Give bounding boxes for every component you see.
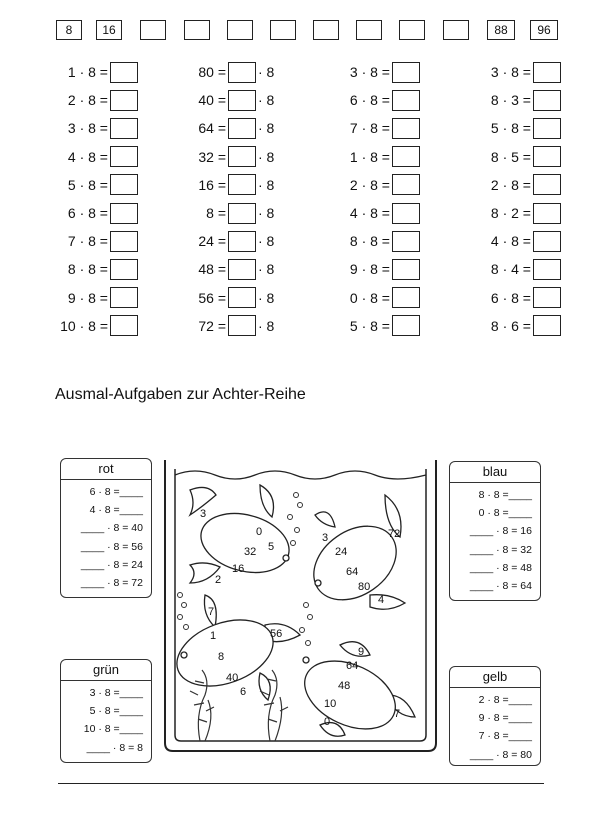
card-blau-item: 8 · 8 =____: [478, 489, 532, 501]
problem-left: 16 =: [198, 176, 226, 193]
problem-row: [192, 258, 274, 280]
answer-box[interactable]: [228, 62, 256, 83]
sequence-box-4[interactable]: [227, 20, 253, 40]
answer-box[interactable]: [110, 259, 138, 280]
problem-left: 8 =: [206, 205, 226, 221]
fish3-num-0: 7: [208, 606, 215, 618]
problem-row: [481, 174, 563, 196]
problem-row: [340, 89, 422, 111]
answer-box[interactable]: [533, 174, 561, 195]
problem-right: · 8: [258, 148, 275, 165]
answer-box[interactable]: [110, 90, 138, 111]
answer-box[interactable]: [110, 315, 138, 336]
card-blau-item: ____ · 8 = 16: [469, 525, 532, 538]
card-rot-item: 4 · 8 =____: [89, 504, 143, 517]
fish-1: [190, 485, 296, 586]
card-gruen: [60, 659, 152, 763]
problem-text: 7 · 8 =: [349, 120, 390, 137]
card-gruen-item: 3 · 8 =____: [89, 687, 143, 699]
sequence-box-5[interactable]: [270, 20, 296, 40]
card-blau: [449, 461, 541, 601]
card-blau-title: blau: [450, 462, 540, 483]
problem-row: [192, 61, 274, 83]
fish1-num-4: 16: [232, 563, 245, 575]
problem-text: 5 · 8 =: [490, 120, 531, 137]
answer-box[interactable]: [392, 174, 420, 195]
problem-text: 10 · 8 =: [60, 317, 108, 334]
problem-text: 8 · 5 =: [490, 148, 531, 165]
problem-row: [481, 89, 563, 111]
sequence-box-6[interactable]: [313, 20, 339, 40]
fish4-num-2: 48: [338, 680, 351, 692]
answer-box[interactable]: [533, 259, 561, 280]
footer-rule: [58, 783, 544, 784]
fish3-num-5: 56: [270, 628, 283, 640]
problem-text: 2 · 8 =: [67, 92, 108, 109]
problem-row: [192, 230, 274, 252]
fish1-num-1: 5: [268, 541, 275, 553]
answer-box[interactable]: [392, 259, 420, 280]
problem-left: 72 =: [198, 317, 226, 334]
problem-text: 7 · 8 =: [67, 233, 108, 250]
answer-box[interactable]: [392, 118, 420, 139]
problem-text: 1 · 8 =: [349, 148, 390, 165]
fish-3: [168, 595, 300, 700]
problem-row: [192, 89, 274, 111]
problem-text: 2 · 8 =: [490, 176, 531, 193]
card-blau-item: ____ · 8 = 48: [469, 561, 532, 574]
fish1-num-2: 0: [256, 526, 263, 538]
problem-text: 8 · 8 =: [67, 261, 108, 278]
problem-text: 1 · 8 =: [67, 64, 108, 80]
problem-row: [58, 174, 140, 196]
problem-right: · 8: [258, 317, 275, 334]
card-gelb-item: 2 · 8 =____: [478, 694, 532, 706]
problem-text: 6 · 8 =: [67, 205, 108, 221]
problem-row: [481, 258, 563, 280]
answer-box[interactable]: [228, 259, 256, 280]
problem-text: 8 · 8 =: [349, 233, 390, 250]
fish4-num-4: 0: [324, 716, 331, 728]
problem-text: 4 · 8 =: [490, 233, 531, 250]
problem-row: [340, 315, 422, 337]
fish1-num-3: 32: [244, 546, 257, 558]
card-gruen-item: 10 · 8 =____: [83, 723, 143, 736]
problem-left: 32 =: [198, 148, 226, 165]
sequence-box-2[interactable]: [140, 20, 166, 40]
problem-text: 5 · 8 =: [349, 317, 390, 334]
answer-box[interactable]: [533, 315, 561, 336]
fish4-num-3: 10: [324, 698, 337, 710]
problem-row: [58, 287, 140, 309]
problem-right: · 8: [258, 205, 275, 221]
section-title: Ausmal-Aufgaben zur Achter-Reihe: [55, 386, 306, 403]
answer-box[interactable]: [392, 146, 420, 167]
answer-box[interactable]: [110, 287, 138, 308]
problem-text: 8 · 3 =: [490, 92, 531, 109]
problem-right: · 8: [258, 261, 275, 278]
problem-text: 6 · 8 =: [349, 92, 390, 109]
problem-text: 9 · 8 =: [349, 261, 390, 278]
answer-box[interactable]: [392, 90, 420, 111]
problem-left: 80 =: [198, 64, 226, 80]
fish1-num-5: 2: [215, 574, 222, 586]
card-rot-item: ____ · 8 = 40: [80, 522, 143, 535]
problem-row: [340, 287, 422, 309]
answer-box[interactable]: [392, 315, 420, 336]
problem-text: 4 · 8 =: [349, 205, 390, 221]
problem-row: [481, 202, 563, 224]
problem-text: 3 · 8 =: [349, 64, 390, 80]
sequence-box-10[interactable]: 88: [487, 20, 515, 40]
problem-row: [340, 258, 422, 280]
answer-box[interactable]: [533, 90, 561, 111]
answer-box[interactable]: [228, 90, 256, 111]
fish2-num-0: 3: [322, 532, 329, 544]
problem-row: [192, 117, 274, 139]
answer-box[interactable]: [110, 118, 138, 139]
problem-row: [340, 174, 422, 196]
answer-box[interactable]: [533, 62, 561, 83]
card-gruen-item: 5 · 8 =____: [89, 705, 143, 718]
answer-box[interactable]: [392, 287, 420, 308]
problem-right: · 8: [258, 289, 275, 306]
problem-row: [192, 202, 274, 224]
problem-text: 6 · 8 =: [490, 289, 531, 306]
problem-left: 64 =: [198, 120, 226, 137]
card-gelb: [449, 666, 541, 766]
card-gruen-title: grün: [61, 660, 151, 681]
problem-text: 5 · 8 =: [67, 176, 108, 193]
card-gelb-item: ____ · 8 = 80: [469, 748, 532, 761]
answer-box[interactable]: [533, 231, 561, 252]
problem-text: 8 · 6 =: [490, 317, 531, 334]
card-blau-item: 0 · 8 =____: [478, 507, 532, 520]
answer-box[interactable]: [228, 174, 256, 195]
answer-box[interactable]: [228, 231, 256, 252]
card-rot-item: ____ · 8 = 24: [80, 558, 143, 571]
fish-4: [294, 642, 415, 743]
problem-left: 24 =: [198, 233, 226, 250]
problem-left: 56 =: [198, 289, 226, 306]
problem-right: · 8: [258, 120, 275, 137]
problem-row: [58, 230, 140, 252]
problem-row: [340, 61, 422, 83]
problem-row: [58, 315, 140, 337]
problem-right: · 8: [258, 64, 275, 80]
fish2-num-2: 72: [388, 528, 401, 540]
answer-box[interactable]: [392, 231, 420, 252]
problem-row: [481, 230, 563, 252]
card-gruen-item: ____ · 8 = 8: [86, 741, 143, 754]
answer-box[interactable]: [228, 118, 256, 139]
fish4-num-1: 64: [346, 660, 359, 672]
problem-row: [58, 89, 140, 111]
answer-box[interactable]: [392, 203, 420, 224]
answer-box[interactable]: [110, 231, 138, 252]
card-blau-item: ____ · 8 = 64: [469, 580, 532, 592]
sequence-box-3[interactable]: [184, 20, 210, 40]
problem-row: [192, 174, 274, 196]
answer-box[interactable]: [228, 203, 256, 224]
problem-right: · 8: [258, 233, 275, 250]
problem-text: 2 · 8 =: [349, 176, 390, 193]
water-surface: [175, 471, 426, 479]
problem-row: [340, 202, 422, 224]
sequence-box-11[interactable]: 96: [530, 20, 558, 40]
fish1-num-0: 3: [200, 508, 207, 520]
problem-row: [192, 315, 274, 337]
sequence-box-7[interactable]: [356, 20, 382, 40]
fish4-num-5: 7: [394, 708, 401, 720]
fish2-num-4: 80: [358, 581, 371, 593]
problem-text: 4 · 8 =: [67, 148, 108, 165]
answer-box[interactable]: [533, 287, 561, 308]
fish3-num-1: 1: [210, 630, 217, 642]
card-blau-item: ____ · 8 = 32: [469, 543, 532, 556]
problem-row: [192, 287, 274, 309]
answer-box[interactable]: [228, 315, 256, 336]
problem-text: 3 · 8 =: [490, 64, 531, 80]
problem-left: 48 =: [198, 261, 226, 278]
answer-box[interactable]: [110, 146, 138, 167]
answer-box[interactable]: [228, 146, 256, 167]
problem-text: 9 · 8 =: [67, 289, 108, 306]
card-gelb-item: 7 · 8 =____: [478, 730, 532, 743]
problem-row: [58, 117, 140, 139]
problem-text: 0 · 8 =: [349, 289, 390, 306]
card-rot-item: ____ · 8 = 56: [80, 540, 143, 553]
problem-row: [481, 117, 563, 139]
answer-box[interactable]: [228, 287, 256, 308]
problem-row: [340, 117, 422, 139]
answer-box[interactable]: [533, 146, 561, 167]
fish2-num-1: 24: [335, 546, 348, 558]
card-gelb-title: gelb: [450, 667, 540, 688]
sequence-box-0[interactable]: 8: [56, 20, 82, 40]
problem-row: [481, 287, 563, 309]
answer-box[interactable]: [110, 174, 138, 195]
sequence-box-1[interactable]: 16: [96, 20, 122, 40]
problem-row: [340, 230, 422, 252]
problem-left: 40 =: [198, 92, 226, 109]
answer-box[interactable]: [392, 62, 420, 83]
problem-row: [481, 61, 563, 83]
fish4-num-0: 9: [358, 646, 365, 658]
problem-row: [340, 146, 422, 168]
card-gelb-item: 9 · 8 =____: [478, 712, 532, 725]
problem-right: · 8: [258, 176, 275, 193]
card-rot: [60, 458, 152, 598]
fish3-num-3: 40: [226, 672, 239, 684]
card-rot-title: rot: [61, 459, 151, 480]
problem-row: [58, 258, 140, 280]
problem-row: [481, 146, 563, 168]
problem-right: · 8: [258, 92, 275, 109]
answer-box[interactable]: [533, 203, 561, 224]
problem-text: 8 · 4 =: [490, 261, 531, 278]
problem-text: 8 · 2 =: [490, 205, 531, 221]
aquarium-illustration: [160, 455, 445, 760]
answer-box[interactable]: [110, 62, 138, 83]
problem-row: [58, 146, 140, 168]
fish2-num-3: 64: [346, 566, 359, 578]
fish2-num-5: 4: [378, 594, 385, 606]
problem-row: [192, 146, 274, 168]
fish3-num-4: 6: [240, 686, 247, 698]
sequence-box-8[interactable]: [399, 20, 425, 40]
answer-box[interactable]: [110, 203, 138, 224]
problem-row: [58, 202, 140, 224]
fish-2: [300, 495, 410, 615]
problem-text: 3 · 8 =: [67, 120, 108, 137]
answer-box[interactable]: [533, 118, 561, 139]
sequence-box-9[interactable]: [443, 20, 469, 40]
fish3-num-2: 8: [218, 651, 225, 663]
card-rot-item: 6 · 8 =____: [89, 486, 143, 498]
card-rot-item: ____ · 8 = 72: [80, 577, 143, 589]
problem-row: [58, 61, 140, 83]
problem-row: [481, 315, 563, 337]
